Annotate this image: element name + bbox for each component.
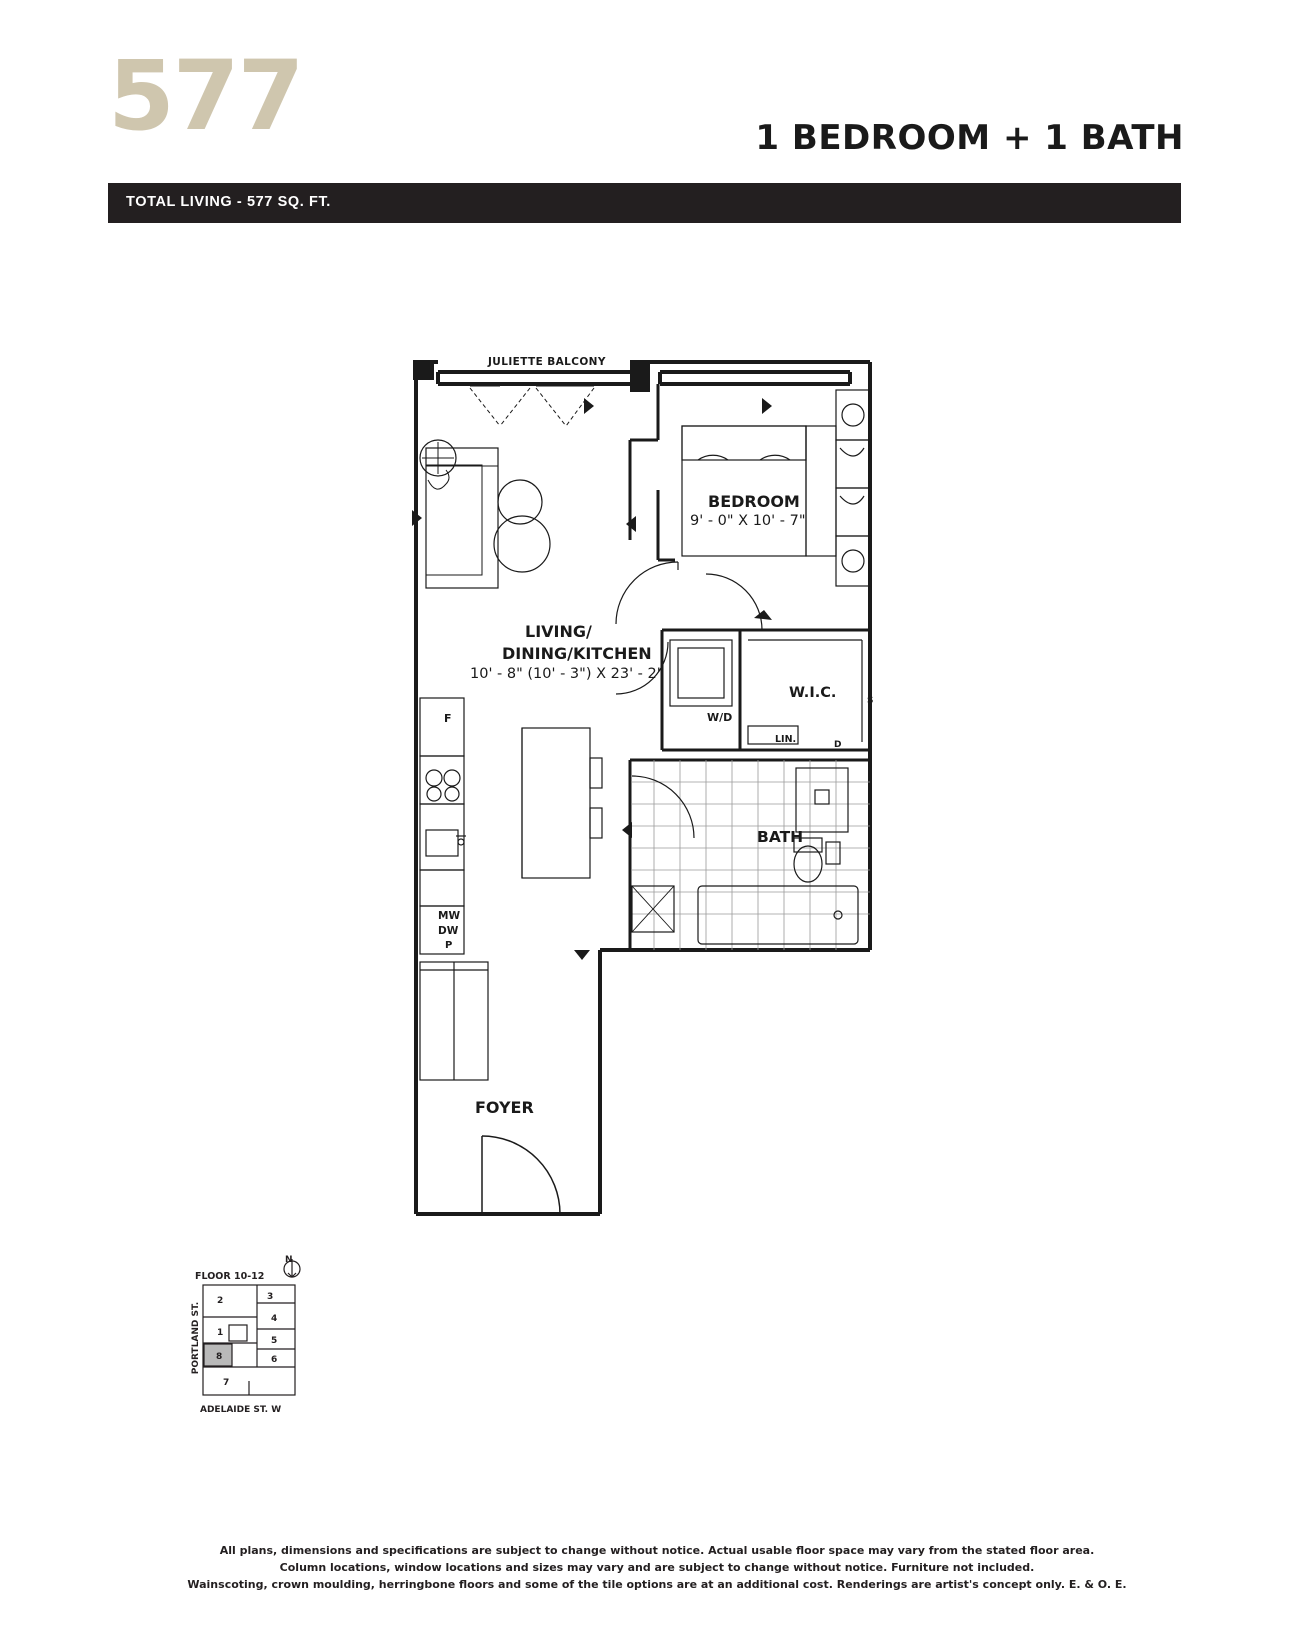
- label-bedroom: BEDROOM: [708, 492, 800, 511]
- label-drawer: D: [834, 740, 842, 750]
- keyplan-suite-7: 7: [223, 1378, 230, 1388]
- label-walk-in-closet: W.I.C.: [789, 685, 837, 701]
- label-linen: LIN.: [775, 734, 797, 745]
- total-living-bar: [108, 183, 1181, 223]
- label-bath: BATH: [757, 828, 804, 846]
- label-pantry: P: [445, 940, 453, 951]
- keyplan-suite-1: 1: [217, 1328, 224, 1338]
- label-living-line2: DINING/KITCHEN: [502, 644, 652, 663]
- disclaimer-line-3: Wainscoting, crown moulding, herringbone floors and some of the tile options are at an additional cost. Renderings are artist's concept only. E. & O. E.: [187, 1578, 1127, 1592]
- label-bedroom-dimensions: 9' - 0" X 10' - 7": [690, 513, 806, 529]
- label-living-dimensions: 10' - 8" (10' - 3") X 23' - 2": [470, 666, 664, 682]
- label-living-line1: LIVING/: [525, 622, 592, 641]
- key-plan: [175, 1255, 385, 1440]
- plan-type-title: 1 BEDROOM + 1 BATH: [755, 118, 1184, 158]
- keyplan-suite-8: 8: [216, 1352, 223, 1362]
- keyplan-suite-5: 5: [271, 1336, 278, 1346]
- label-fridge: F: [444, 712, 452, 725]
- label-microwave: MW: [438, 910, 461, 922]
- keyplan-street-adelaide: ADELAIDE ST. W: [200, 1405, 282, 1415]
- label-dishwasher: DW: [438, 925, 459, 937]
- keyplan-floor-label: FLOOR 10-12: [195, 1271, 265, 1282]
- label-juliette-balcony: JULIETTE BALCONY: [488, 356, 606, 368]
- unit-number: 577: [108, 40, 303, 152]
- disclaimer: [0, 1542, 1314, 1593]
- keyplan-suite-3: 3: [267, 1292, 274, 1302]
- keyplan-suite-6: 6: [271, 1355, 278, 1365]
- keyplan-street-portland: PORTLAND ST.: [191, 1301, 202, 1375]
- keyplan-suite-2: 2: [217, 1296, 224, 1306]
- floorplan-drawing: [170, 330, 1160, 1230]
- total-living-label: TOTAL LIVING - 577 SQ. FT.: [126, 194, 331, 210]
- label-foyer: FOYER: [475, 1098, 534, 1117]
- label-shelf: S: [867, 696, 874, 706]
- label-washer-dryer: W/D: [707, 711, 733, 724]
- keyplan-suite-4: 4: [271, 1314, 278, 1324]
- north-arrow-label: N: [285, 1255, 293, 1265]
- disclaimer-line-1: All plans, dimensions and specifications are subject to change without notice. Actual usable floor space may vary from the stated floor area.: [219, 1544, 1095, 1557]
- disclaimer-line-2: Column locations, window locations and sizes may vary and are subject to change without notice. Furniture not included.: [279, 1561, 1035, 1575]
